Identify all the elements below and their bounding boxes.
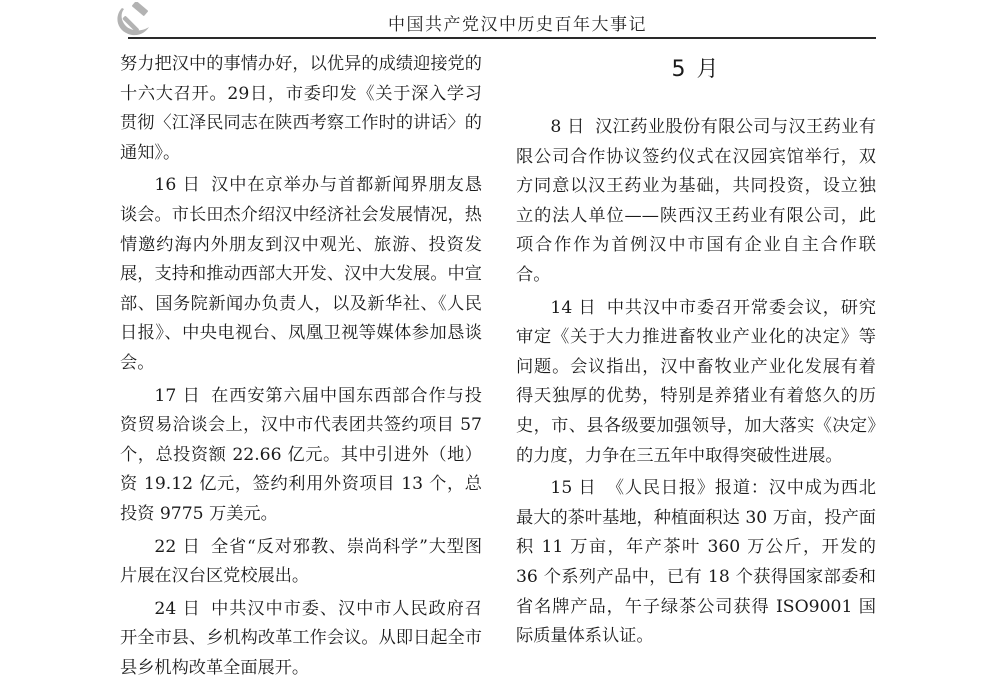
entry-text: 在西安第六届中国东西部合作与投资贸易洽谈会上，汉中市代表团共签约项目 57 个，总投资额 22.66 亿元。其中引进外（地）资 19.12 亿元，签约利用外资项目 13 个，总投资 9775 万美元。 [120,385,482,524]
page-header [0,0,995,44]
entry-day: 24 日 [154,598,201,619]
entry-text: 中共汉中市委、汉中市人民政府召开全市县、乡机构改革工作会议。从即日起全市县乡机构改革全面展开。 [120,598,482,678]
month-heading: 5 月 [671,57,721,82]
entry-text: 汉江药业股份有限公司与汉王药业有限公司合作协议签约仪式在汉园宾馆举行，双方同意以汉王药业为基础，共同投资，设立独立的法人单位——陕西汉王药业有限公司，此项合作作为首例汉中市国有企业自主合作联合。 [516,117,876,285]
entry-text: 中共汉中市委召开常委会议，研究审定《关于大力推进畜牧业产业化的决定》等问题。会议指出，汉中畜牧业产业化发展有着得天独厚的优势，特别是养猪业有着悠久的历史，市、县各级要加强领导，加大落实《决定》的力度，力争在三五年中取得突破性进展。 [516,297,876,466]
right-column [516,50,876,655]
entry-text: 汉中在京举办与首都新闻界朋友恳谈会。市长田杰介绍汉中经济社会发展情况，热情邀约海内外朋友到汉中观光、旅游、投资发展，支持和推动西部大开发、汉中大发展。中宣部、国务院新闻办负责人，以及新华社、《人民日报》、中央电视台、凤凰卫视等媒体参加恳谈会。 [120,175,482,373]
entry-text: 全省“反对邪教、崇尚科学”大型图片展在汉台区党校展出。 [120,536,483,587]
entry-paragraph [120,382,482,530]
entry-day: 16 日 [154,175,201,196]
entry-paragraph [516,474,876,652]
entry-paragraph [120,171,482,378]
hammer-sickle-icon [112,2,154,40]
entry-paragraph [120,595,482,684]
entry-day: 14 日 [550,297,597,318]
entry-day: 22 日 [154,536,201,557]
header-divider [128,37,876,39]
entry-paragraph [516,294,876,472]
entry-paragraph [516,113,876,291]
entry-paragraph [120,533,482,592]
continued-paragraph: 努力把汉中的事情办好，以优异的成绩迎接党的十六大召开。29日，市委印发《关于深入学习贯彻〈江泽民同志在陕西考察工作时的讲话〉的通知》。 [120,54,482,163]
entry-text: 《人民日报》报道：汉中成为西北最大的茶叶基地，种植面积达 30 万亩，投产面积 11 万亩，年产茶叶 360 万公斤，开发的 36 个系列产品中，已有 18 个获得国家部委和省名牌产品，午子绿茶公司获得 ISO9001 国际质量体系认证。 [516,478,876,647]
entry-day: 17 日 [154,385,201,406]
entry-day: 8 日 [550,117,585,137]
left-column [120,50,482,686]
entry-day: 15 日 [550,478,597,499]
running-header-title: 中国共产党汉中历史百年大事记 [388,15,647,35]
